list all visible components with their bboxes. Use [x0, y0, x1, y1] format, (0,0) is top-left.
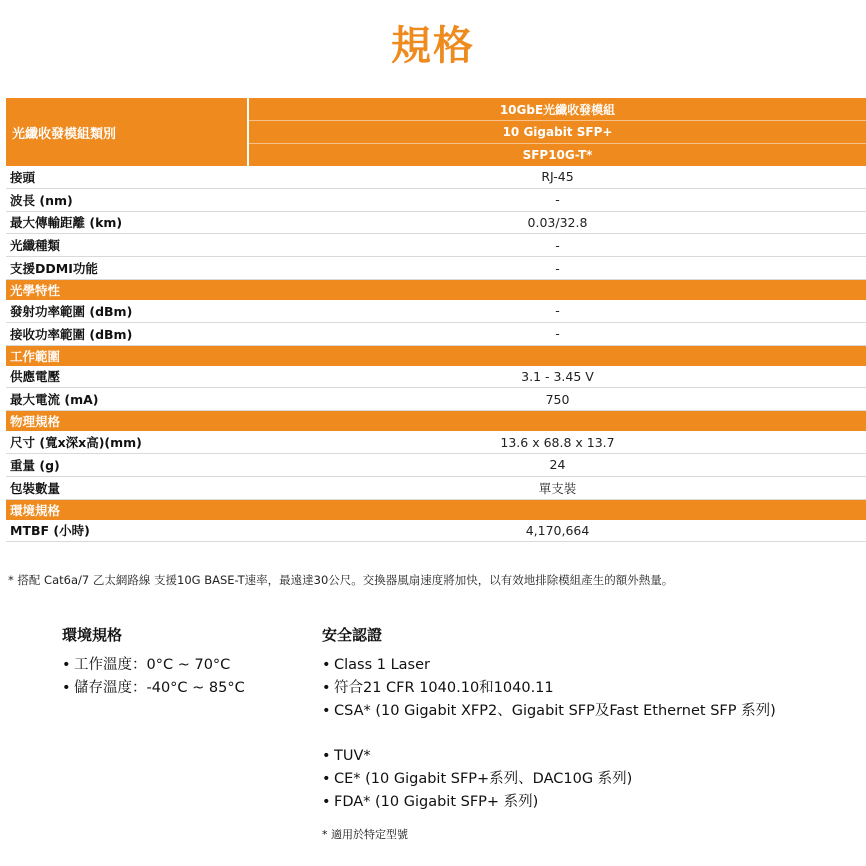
spec-label: MTBF (小時) [10, 523, 90, 539]
spec-label: 重量 (g) [10, 457, 60, 473]
safety-list [322, 654, 776, 723]
safety-section [322, 624, 776, 842]
product-type: 10GbE光纖收發模組 [249, 98, 866, 121]
spec-label: 波長 (nm) [10, 192, 73, 208]
safety-footnote: * 適用於特定型號 [322, 828, 408, 841]
spec-value: 0.03/32.8 [527, 214, 588, 230]
table-row [6, 454, 866, 477]
product-model: SFP10G-T* [249, 144, 866, 166]
list-item: • 符合21 CFR 1040.10和1040.11 [322, 677, 776, 700]
spec-value: 24 [549, 457, 566, 473]
spec-label: 光纖種類 [10, 238, 61, 254]
list-item: • 儲存溫度：-40°C ~ 85°C [62, 677, 245, 700]
table-row [6, 257, 866, 280]
section-header: 物理規格 [6, 411, 866, 431]
spec-table [6, 98, 866, 542]
table-row [6, 234, 866, 257]
product-series: 10 Gigabit SFP+ [249, 121, 866, 144]
spec-value: 13.6 x 68.8 x 13.7 [500, 434, 615, 450]
spec-value: - [555, 192, 560, 208]
section-header: 環境規格 [6, 500, 866, 520]
safety-heading: 安全認證 [322, 626, 383, 644]
table-row [6, 212, 866, 235]
table-row [6, 166, 866, 189]
table-row [6, 388, 866, 411]
spec-value: 750 [545, 391, 570, 407]
spec-value: 3.1 - 3.45 V [521, 368, 594, 384]
table-row [6, 431, 866, 454]
spec-label: 接頭 [10, 169, 36, 185]
list-item: • CE* (10 Gigabit SFP+系列、DAC10G 系列) [322, 768, 776, 791]
category-label: 光纖收發模組類別 [6, 98, 249, 166]
spec-value: - [555, 260, 560, 276]
environment-heading: 環境規格 [62, 626, 123, 644]
product-header [249, 98, 866, 166]
list-item: • CSA* (10 Gigabit XFP2、Gigabit SFP及Fast Ethernet SFP 系列) [322, 700, 776, 723]
list-item: • FDA* (10 Gigabit SFP+ 系列) [322, 791, 776, 814]
environment-section [62, 624, 245, 700]
table-row [6, 477, 866, 500]
table-row [6, 300, 866, 323]
spec-label: 支援DDMI功能 [10, 261, 98, 277]
table-row [6, 366, 866, 389]
list-item: • Class 1 Laser [322, 654, 776, 677]
spec-label: 尺寸 (寬x深x高)(mm) [10, 435, 142, 451]
spec-value: RJ-45 [541, 169, 574, 185]
page-title: 規格 [391, 23, 475, 69]
section-header: 光學特性 [6, 280, 866, 300]
spec-table-body [6, 166, 866, 542]
spec-value: - [555, 326, 560, 342]
spec-value: - [555, 303, 560, 319]
spec-label: 發射功率範圍 (dBm) [10, 303, 133, 319]
spec-value: 單支裝 [538, 480, 577, 496]
section-header: 工作範圍 [6, 346, 866, 366]
table-row [6, 520, 866, 543]
table-row [6, 189, 866, 212]
spec-label: 最大電流 (mA) [10, 392, 99, 408]
spec-value: - [555, 237, 560, 253]
spec-label: 包裝數量 [10, 480, 61, 496]
safety-list-2 [322, 745, 776, 814]
list-item: • TUV* [322, 745, 776, 768]
table-row [6, 323, 866, 346]
table-footnote: * 搭配 Cat6a/7 乙太網路線 支援10G BASE-T速率，最遠達30公尺。交換器風扇速度將加快，以有效地排除模組產生的額外熱量。 [8, 573, 674, 587]
spec-label: 最大傳輸距離 (km) [10, 215, 123, 231]
spec-label: 接收功率範圍 (dBm) [10, 326, 133, 342]
spec-label: 供應電壓 [10, 369, 61, 385]
list-item: • 工作溫度：0°C ~ 70°C [62, 654, 245, 677]
spec-table-header [6, 98, 866, 166]
list-spacer [322, 723, 776, 745]
environment-list [62, 654, 245, 700]
spec-value: 4,170,664 [525, 522, 590, 538]
